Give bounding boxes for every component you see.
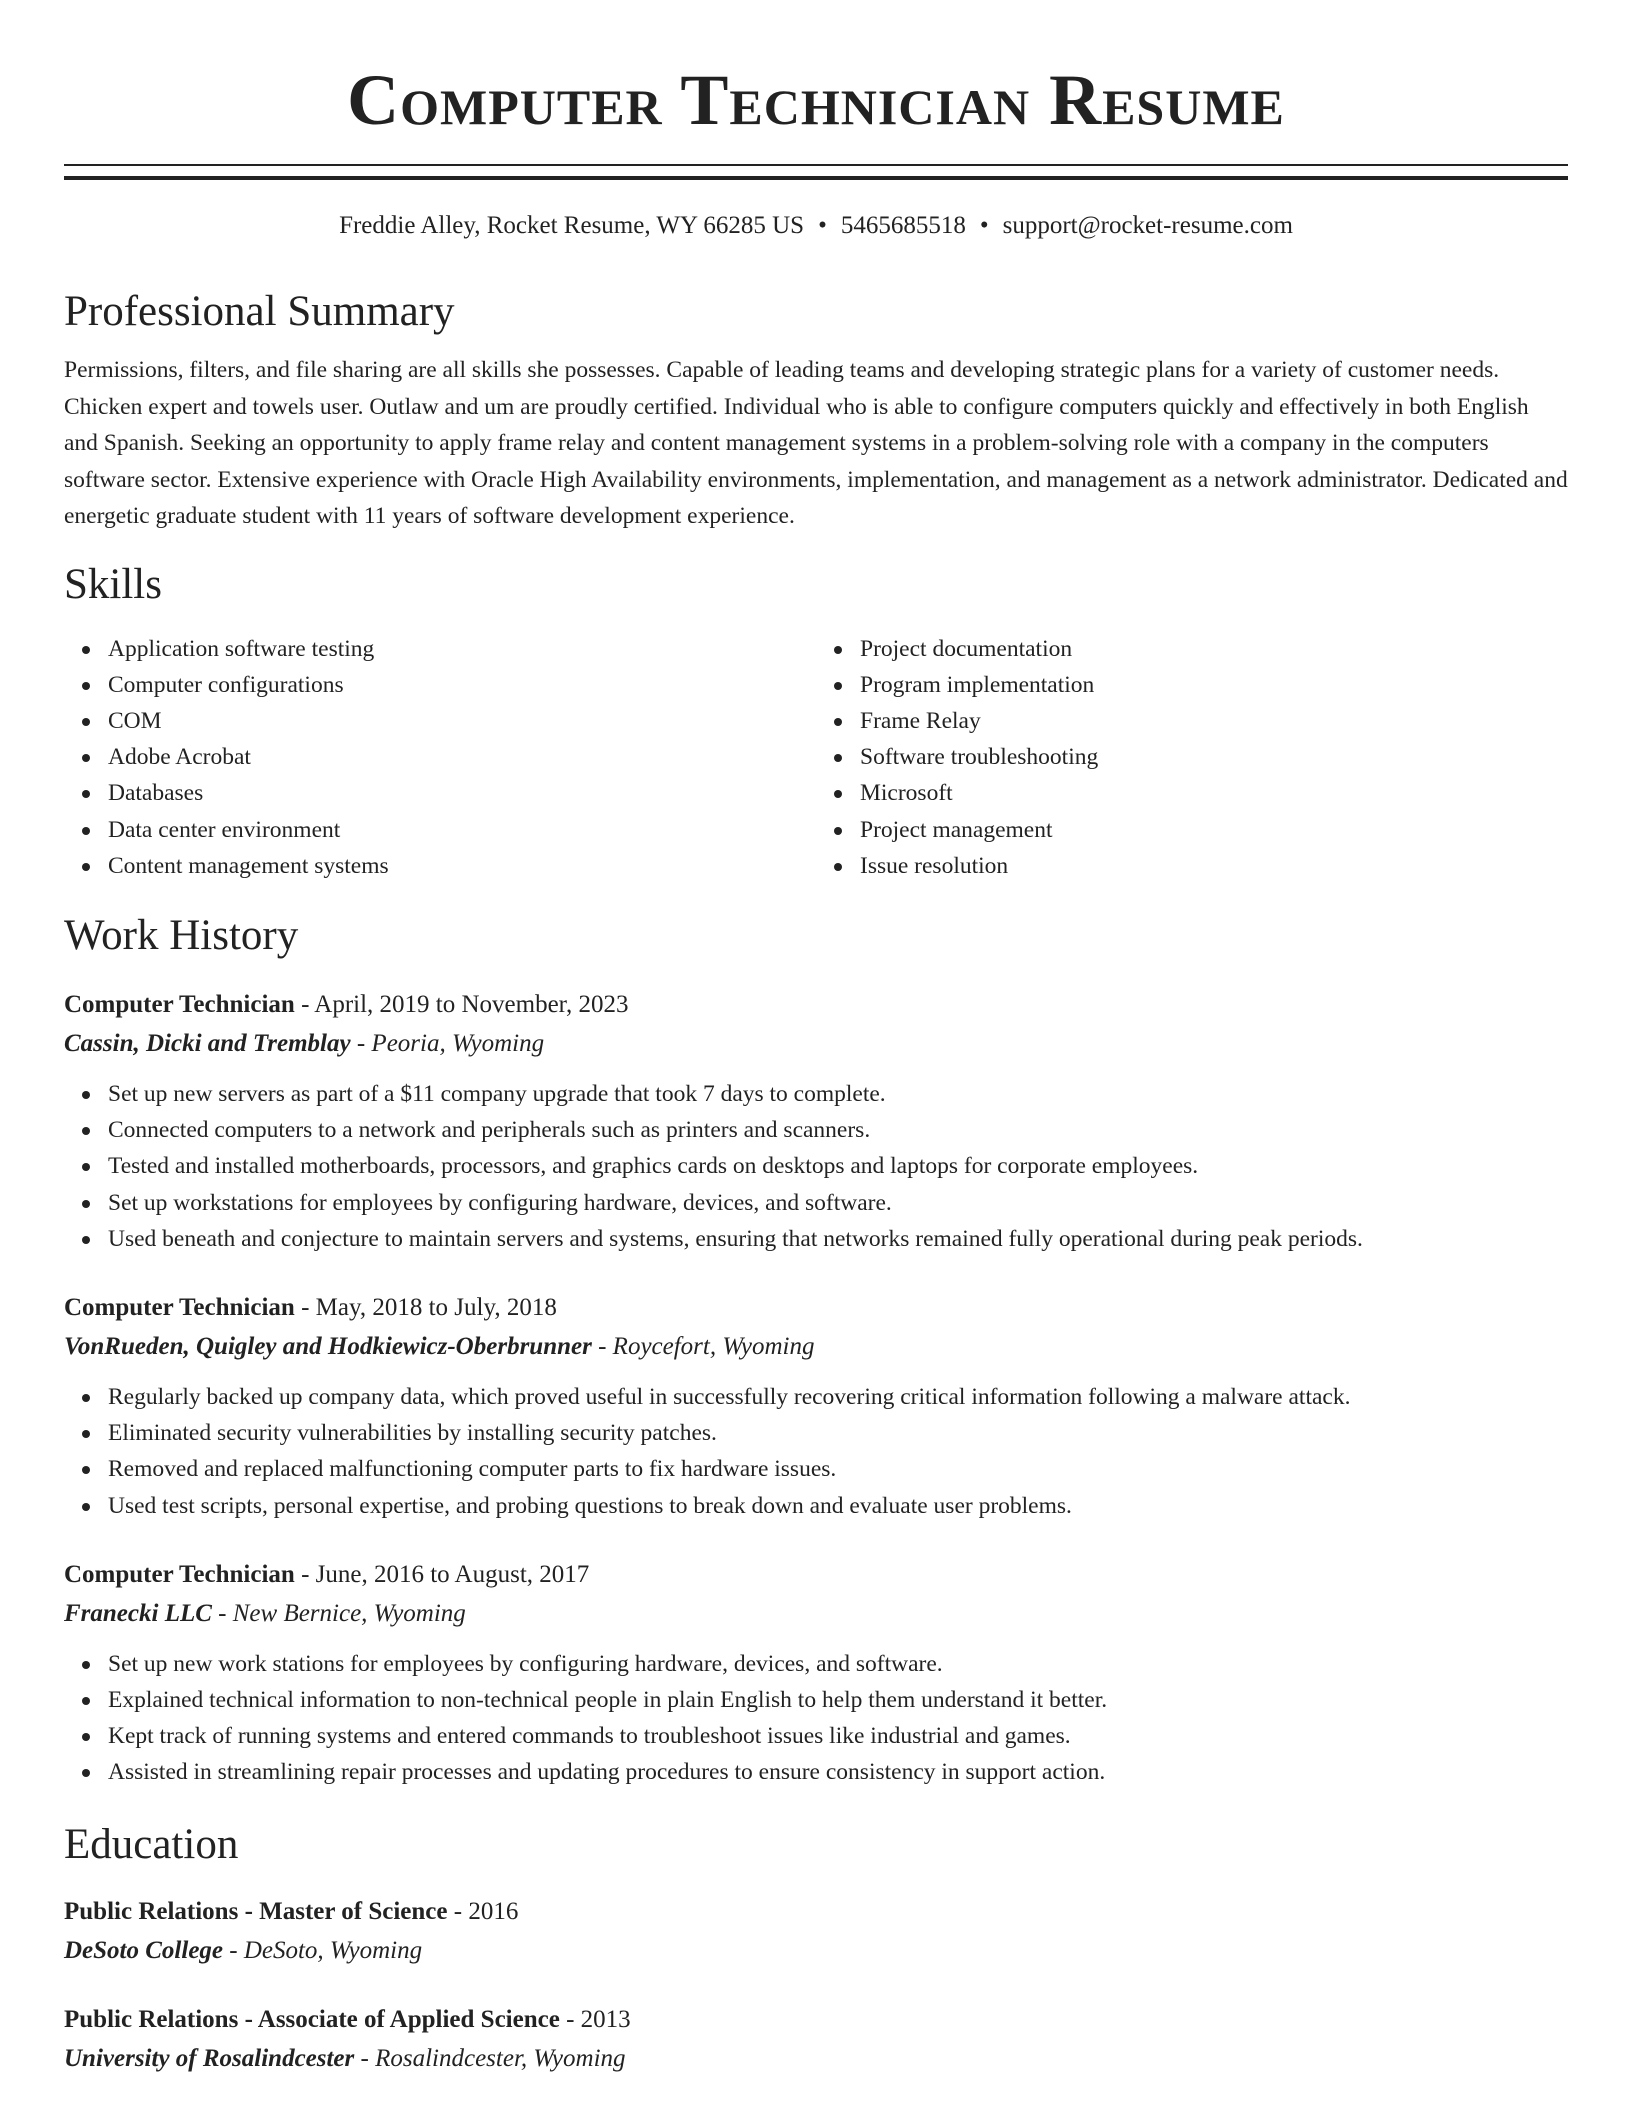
- skills-list-left: [64, 631, 816, 884]
- contact-phone: 5465685518: [840, 212, 966, 239]
- summary-text: Permissions, filters, and file sharing are all skills she possesses. Capable of leading teams and developing strategic plans for a variety of customer needs. Chicken expert and towels user. Outlaw and um are proudly certified. Individual who is able to configure computers quickly and effectively in both English and Spanish. Seeking an opportunity to apply frame relay and content management systems in a problem-solving role with a company in the computers software sector. Extensive experience with Oracle High Availability environments, implementation, and management as a network administrator. Dedicated and energetic graduate student with 11 years of software development experience.: [64, 357, 1568, 529]
- edu-year: - 2013: [559, 2005, 631, 2033]
- job-role-line: [64, 1556, 1568, 1594]
- skill-item: Project management: [860, 812, 1568, 848]
- job-duty: Used test scripts, personal expertise, and probing questions to break down and evaluate user problems.: [108, 1488, 1568, 1524]
- edu-school-line: [64, 2039, 1568, 2079]
- job-duty: Eliminated security vulnerabilities by installing security patches.: [108, 1415, 1568, 1451]
- contact-separator: •: [979, 212, 989, 239]
- job-duty: Used beneath and conjecture to maintain servers and systems, ensuring that networks remained fully operational during peak periods.: [108, 1221, 1568, 1257]
- job-title: Computer Technician: [64, 1293, 295, 1321]
- job-company-line: [64, 1024, 1568, 1064]
- job-duties-list: [64, 1379, 1568, 1524]
- edu-school: University of Rosalindcester: [64, 2044, 355, 2072]
- skill-item: Data center environment: [108, 812, 816, 848]
- skill-item: Program implementation: [860, 667, 1568, 703]
- edu-year: - 2016: [447, 1897, 519, 1925]
- contact-address: Freddie Alley, Rocket Resume, WY 66285 US: [339, 212, 805, 239]
- job-duty: Explained technical information to non-technical people in plain English to help them understand it better.: [108, 1682, 1568, 1718]
- skill-item: Databases: [108, 775, 816, 811]
- job-company: Cassin, Dicki and Tremblay: [64, 1029, 351, 1057]
- job-duty: Kept track of running systems and entered commands to troubleshoot issues like industrial and games.: [108, 1718, 1568, 1754]
- job-location: - Peoria, Wyoming: [350, 1029, 545, 1057]
- job-company: VonRueden, Quigley and Hodkiewicz-Oberbrunner: [64, 1332, 592, 1360]
- job-duty: Tested and installed motherboards, processors, and graphics cards on desktops and laptops for corporate employees.: [108, 1148, 1568, 1184]
- skill-item: Application software testing: [108, 631, 816, 667]
- job-duty: Regularly backed up company data, which proved useful in successfully recovering critical information following a malware attack.: [108, 1379, 1568, 1415]
- education-entry: [64, 1893, 1568, 1971]
- job-entry: [64, 1556, 1568, 1791]
- job-company-line: [64, 1327, 1568, 1367]
- skill-item: Frame Relay: [860, 703, 1568, 739]
- job-title: Computer Technician: [64, 990, 295, 1018]
- job-entry: [64, 1289, 1568, 1524]
- work-history-heading: Work History: [64, 911, 299, 959]
- skills-list-right: [816, 631, 1568, 884]
- contact-separator: •: [818, 212, 827, 239]
- edu-degree: Public Relations - Associate of Applied Science: [64, 2005, 560, 2033]
- contact-line: [64, 210, 1568, 242]
- skill-item: Project documentation: [860, 631, 1568, 667]
- job-duty: Removed and replaced malfunctioning computer parts to fix hardware issues.: [108, 1451, 1568, 1487]
- resume-title: Computer Technician Resume: [347, 60, 1285, 140]
- job-dates: - June, 2016 to August, 2017: [294, 1560, 590, 1588]
- job-role-line: [64, 986, 1568, 1024]
- job-duties-list: [64, 1646, 1568, 1791]
- job-duty: Connected computers to a network and peripherals such as printers and scanners.: [108, 1112, 1568, 1148]
- job-duty: Assisted in streamlining repair processes and updating procedures to ensure consistency in support action.: [108, 1754, 1568, 1790]
- job-duty: Set up new servers as part of a $11 company upgrade that took 7 days to complete.: [108, 1076, 1568, 1112]
- education-heading: Education: [64, 1820, 239, 1868]
- skill-item: Software troubleshooting: [860, 739, 1568, 775]
- edu-degree-line: [64, 1893, 1568, 1931]
- job-role-line: [64, 1289, 1568, 1327]
- job-company: Franecki LLC: [64, 1599, 212, 1627]
- edu-degree: Public Relations - Master of Science: [64, 1897, 448, 1925]
- job-location: - Roycefort, Wyoming: [591, 1332, 815, 1360]
- job-title: Computer Technician: [64, 1560, 295, 1588]
- title-divider: [64, 164, 1568, 180]
- skill-item: Computer configurations: [108, 667, 816, 703]
- edu-location: - DeSoto, Wyoming: [223, 1936, 423, 1964]
- skill-item: Issue resolution: [860, 848, 1568, 884]
- job-duty: Set up new work stations for employees by configuring hardware, devices, and software.: [108, 1646, 1568, 1682]
- summary-heading: Professional Summary: [64, 288, 455, 335]
- skills-grid: [64, 631, 1568, 884]
- skill-item: Content management systems: [108, 848, 816, 884]
- skill-item: COM: [108, 703, 816, 739]
- job-entry: [64, 986, 1568, 1257]
- job-company-line: [64, 1594, 1568, 1634]
- job-location: - New Bernice, Wyoming: [211, 1599, 466, 1627]
- job-duties-list: [64, 1076, 1568, 1257]
- contact-email: support@rocket-resume.com: [1002, 212, 1293, 239]
- job-dates: - May, 2018 to July, 2018: [294, 1293, 557, 1321]
- edu-school: DeSoto College: [64, 1936, 224, 1964]
- education-entry: [64, 2001, 1568, 2079]
- edu-school-line: [64, 1931, 1568, 1971]
- skill-item: Adobe Acrobat: [108, 739, 816, 775]
- skills-heading: Skills: [64, 560, 162, 608]
- edu-location: - Rosalindcester, Wyoming: [354, 2044, 626, 2072]
- job-dates: - April, 2019 to November, 2023: [294, 990, 629, 1018]
- skill-item: Microsoft: [860, 775, 1568, 811]
- job-duty: Set up workstations for employees by configuring hardware, devices, and software.: [108, 1185, 1568, 1221]
- edu-degree-line: [64, 2001, 1568, 2039]
